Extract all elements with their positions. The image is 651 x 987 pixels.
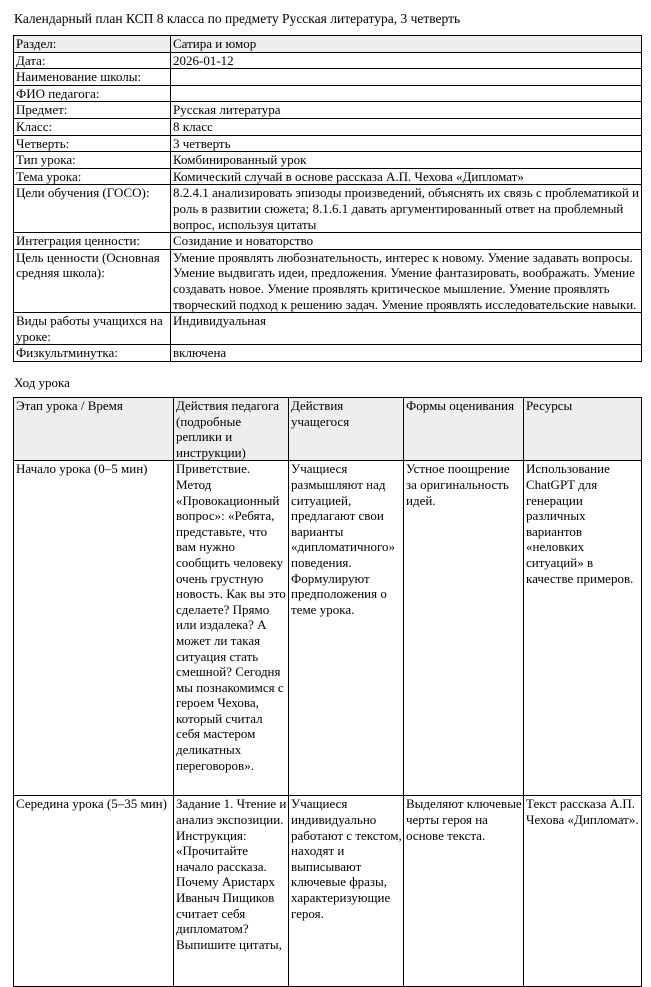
- info-label: Цели обучения (ГОСО):: [14, 185, 171, 233]
- info-row: [14, 118, 642, 135]
- info-row: [14, 135, 642, 152]
- info-row: [14, 313, 642, 345]
- info-value: Сатира и юмор: [171, 36, 642, 53]
- info-label: Раздел:: [14, 36, 171, 53]
- lesson-plan-table: [13, 397, 642, 987]
- info-value: Комбинированный урок: [171, 152, 642, 169]
- plan-column-header: Действия педагога (подробные реплики и инструкции): [174, 398, 289, 461]
- plan-column-header: Этап урока / Время: [14, 398, 174, 461]
- document-title: Календарный план КСП 8 класса по предмету Русская литература, 3 четверть: [14, 11, 461, 26]
- plan-cell: Середина урока (5–35 мин): [14, 796, 174, 987]
- plan-cell: Выделяют ключевые черты героя на основе текста.: [404, 796, 524, 987]
- info-label: Тема урока:: [14, 168, 171, 185]
- info-value: Индивидуальная: [171, 313, 642, 345]
- info-value: [171, 69, 642, 86]
- info-row: [14, 152, 642, 169]
- plan-cell: Приветствие. Метод «Провокационный вопрос»: «Ребята, представьте, что вам нужно сообщить человеку очень грустную новость. Как вы это сделаете? Прямо или издалека? А может ли такая ситуация стать смешной? Сегодня мы познакомимся с героем Чехова, который считал себя мастером деликатных переговоров».: [174, 461, 289, 796]
- plan-cell: Использование ChatGPT для генерации различных вариантов «неловких ситуаций» в качестве примеров.: [524, 461, 642, 796]
- info-label: Цель ценности (Основная средняя школа):: [14, 249, 171, 312]
- info-row: [14, 168, 642, 185]
- plan-column-header: Формы оценивания: [404, 398, 524, 461]
- info-label: Физкультминутка:: [14, 345, 171, 362]
- lesson-info-table: [13, 35, 642, 362]
- plan-row: [14, 461, 642, 796]
- info-label: Предмет:: [14, 102, 171, 119]
- plan-cell: Устное поощрение за оригинальность идей.: [404, 461, 524, 796]
- plan-cell: Учащиеся размышляют над ситуацией, предлагают свои варианты «дипломатичного» поведения. Формулируют предположения о теме урока.: [289, 461, 404, 796]
- info-label: Класс:: [14, 118, 171, 135]
- info-row: [14, 36, 642, 53]
- info-label: Виды работы учащихся на уроке:: [14, 313, 171, 345]
- info-row: [14, 52, 642, 69]
- plan-column-header: Действия учащегося: [289, 398, 404, 461]
- plan-header-row: [14, 398, 642, 461]
- info-value: Созидание и новаторство: [171, 233, 642, 250]
- info-label: Тип урока:: [14, 152, 171, 169]
- lesson-flow-title: Ход урока: [14, 375, 70, 390]
- info-value: 8.2.4.1 анализировать эпизоды произведений, объяснять их связь с проблематикой и роль в развитии сюжета; 8.1.6.1 давать аргументированный ответ на проблемный вопрос, используя цитаты: [171, 185, 642, 233]
- info-row: [14, 249, 642, 312]
- info-row: [14, 345, 642, 362]
- info-row: [14, 102, 642, 119]
- info-row: [14, 233, 642, 250]
- info-row: [14, 69, 642, 86]
- info-value: Умение проявлять любознательность, интерес к новому. Умение задавать вопросы. Умение выдвигать идеи, предложения. Умение фантазировать, воображать. Умение создавать новое. Умение проявлять критическое мышление. Умение проявлять творческий подход к решению задач. Умение проявлять исследовательские навыки.: [171, 249, 642, 312]
- plan-row: [14, 796, 642, 987]
- info-row: [14, 185, 642, 233]
- plan-cell: Задание 1. Чтение и анализ экспозиции. Инструкция: «Прочитайте начало рассказа. Почему Аристарх Иваныч Пищиков считает себя дипломатом? Выпишите цитаты,: [174, 796, 289, 987]
- info-value: [171, 85, 642, 102]
- info-label: Интеграция ценности:: [14, 233, 171, 250]
- plan-cell: Учащиеся индивидуально работают с текстом, находят и выписывают ключевые фразы, характеризующие героя.: [289, 796, 404, 987]
- info-value: 8 класс: [171, 118, 642, 135]
- info-value: 3 четверть: [171, 135, 642, 152]
- plan-column-header: Ресурсы: [524, 398, 642, 461]
- info-label: Дата:: [14, 52, 171, 69]
- plan-cell: Начало урока (0–5 мин): [14, 461, 174, 796]
- info-label: ФИО педагога:: [14, 85, 171, 102]
- info-label: Наименование школы:: [14, 69, 171, 86]
- info-value: 2026-01-12: [171, 52, 642, 69]
- info-value: Комический случай в основе рассказа А.П. Чехова «Дипломат»: [171, 168, 642, 185]
- info-row: [14, 85, 642, 102]
- info-value: Русская литература: [171, 102, 642, 119]
- info-value: включена: [171, 345, 642, 362]
- info-label: Четверть:: [14, 135, 171, 152]
- plan-cell: Текст рассказа А.П. Чехова «Дипломат».: [524, 796, 642, 987]
